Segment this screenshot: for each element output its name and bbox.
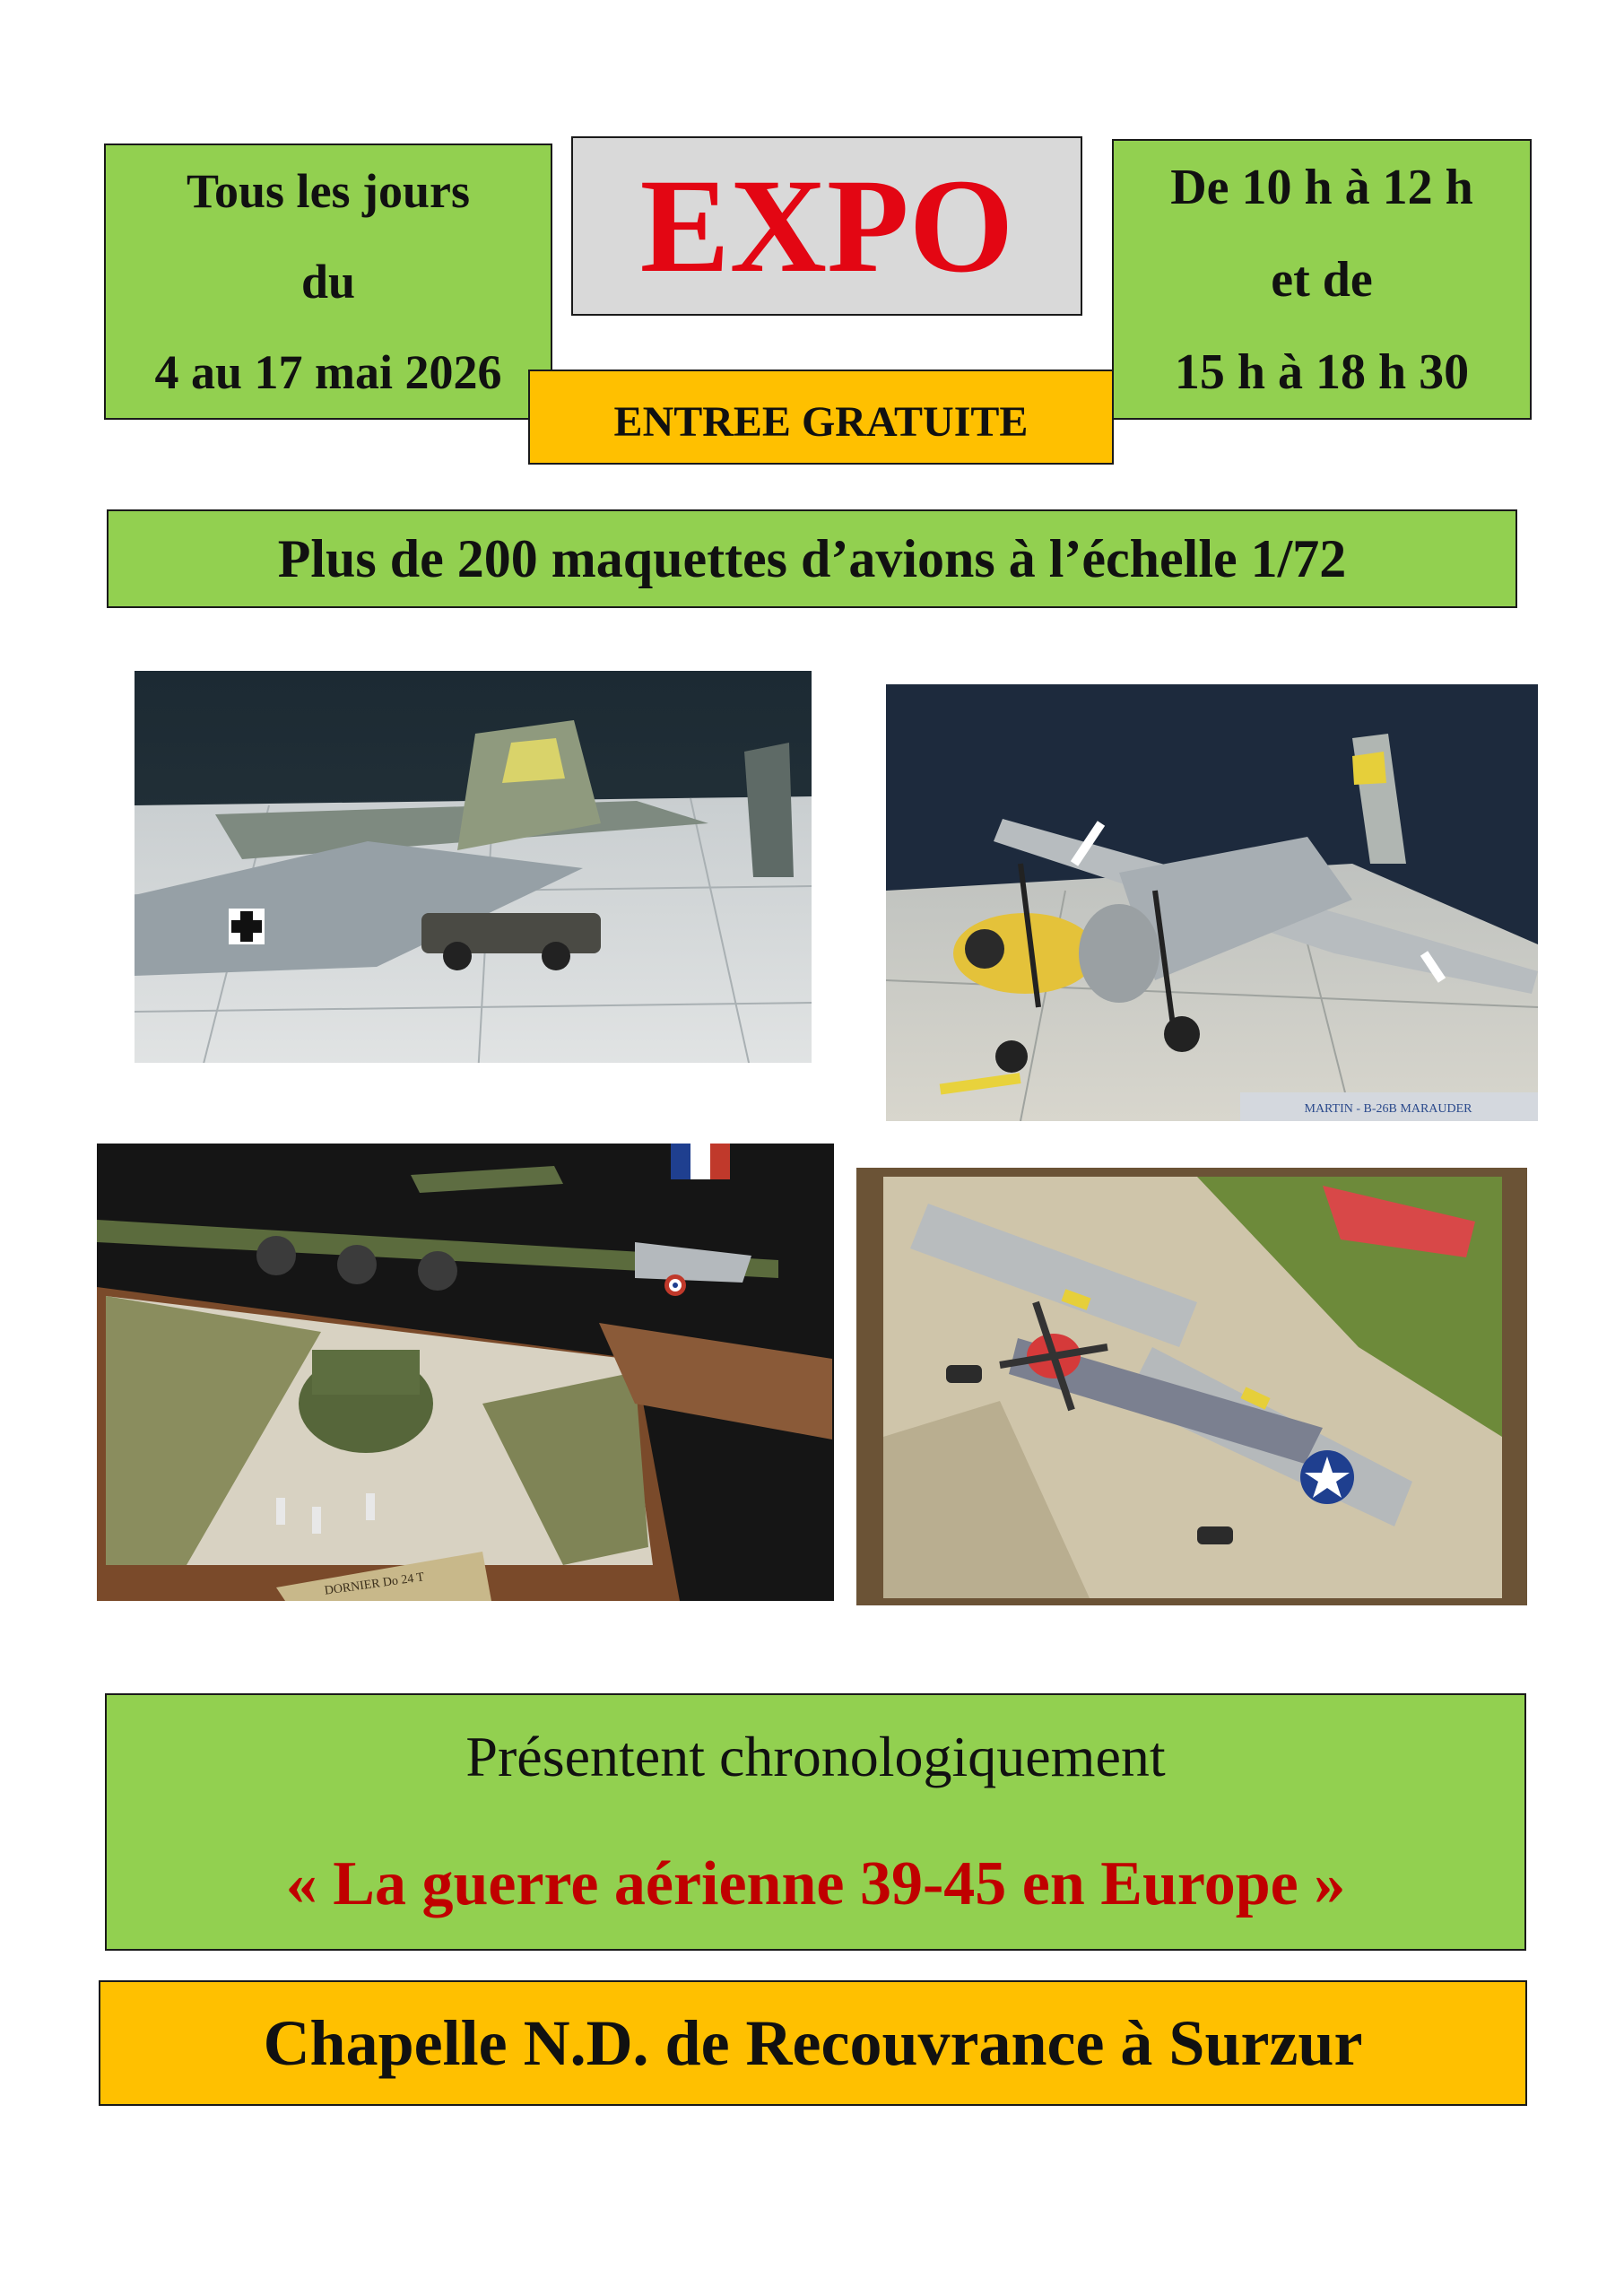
- expo-title: EXPO: [639, 152, 1014, 300]
- dornier-display-plate: DORNIER Do 24 T: [323, 1570, 426, 1598]
- free-entry-box: [528, 370, 1114, 465]
- dates-line-1: Tous les jours: [186, 163, 471, 218]
- b26-display-plate: MARTIN - B-26B MARAUDER: [1304, 1102, 1472, 1116]
- free-entry-label: ENTREE GRATUITE: [613, 397, 1029, 446]
- hours-box: [1112, 139, 1532, 420]
- theme-intro: Présentent chronologiquement: [465, 1725, 1166, 1789]
- photo-b26-marauder-model: [886, 684, 1538, 1121]
- hours-line-2: et de: [1271, 251, 1373, 308]
- dates-box: [104, 144, 552, 420]
- photo-dornier-flying-boat-diorama: [97, 1063, 834, 1601]
- models-banner-text: Plus de 200 maquettes d’avions à l’échelle 1/72: [277, 528, 1347, 588]
- location-text: Chapelle N.D. de Recouvrance à Surzur: [263, 2006, 1363, 2079]
- theme-box: [105, 1693, 1526, 1951]
- photo-p51-mustang-diorama: [856, 1168, 1527, 1605]
- expo-title-box: [571, 136, 1082, 316]
- photo-twin-boom-aircraft-model: [135, 671, 812, 1124]
- models-banner: [107, 509, 1517, 608]
- hours-line-3: 15 h à 18 h 30: [1174, 344, 1470, 400]
- dates-line-3: 4 au 17 mai 2026: [154, 345, 502, 400]
- location-box: [99, 1980, 1527, 2106]
- dates-line-2: du: [300, 254, 356, 309]
- hours-line-1: De 10 h à 12 h: [1170, 159, 1473, 215]
- theme-title: « La guerre aérienne 39-45 en Europe »: [285, 1848, 1346, 1918]
